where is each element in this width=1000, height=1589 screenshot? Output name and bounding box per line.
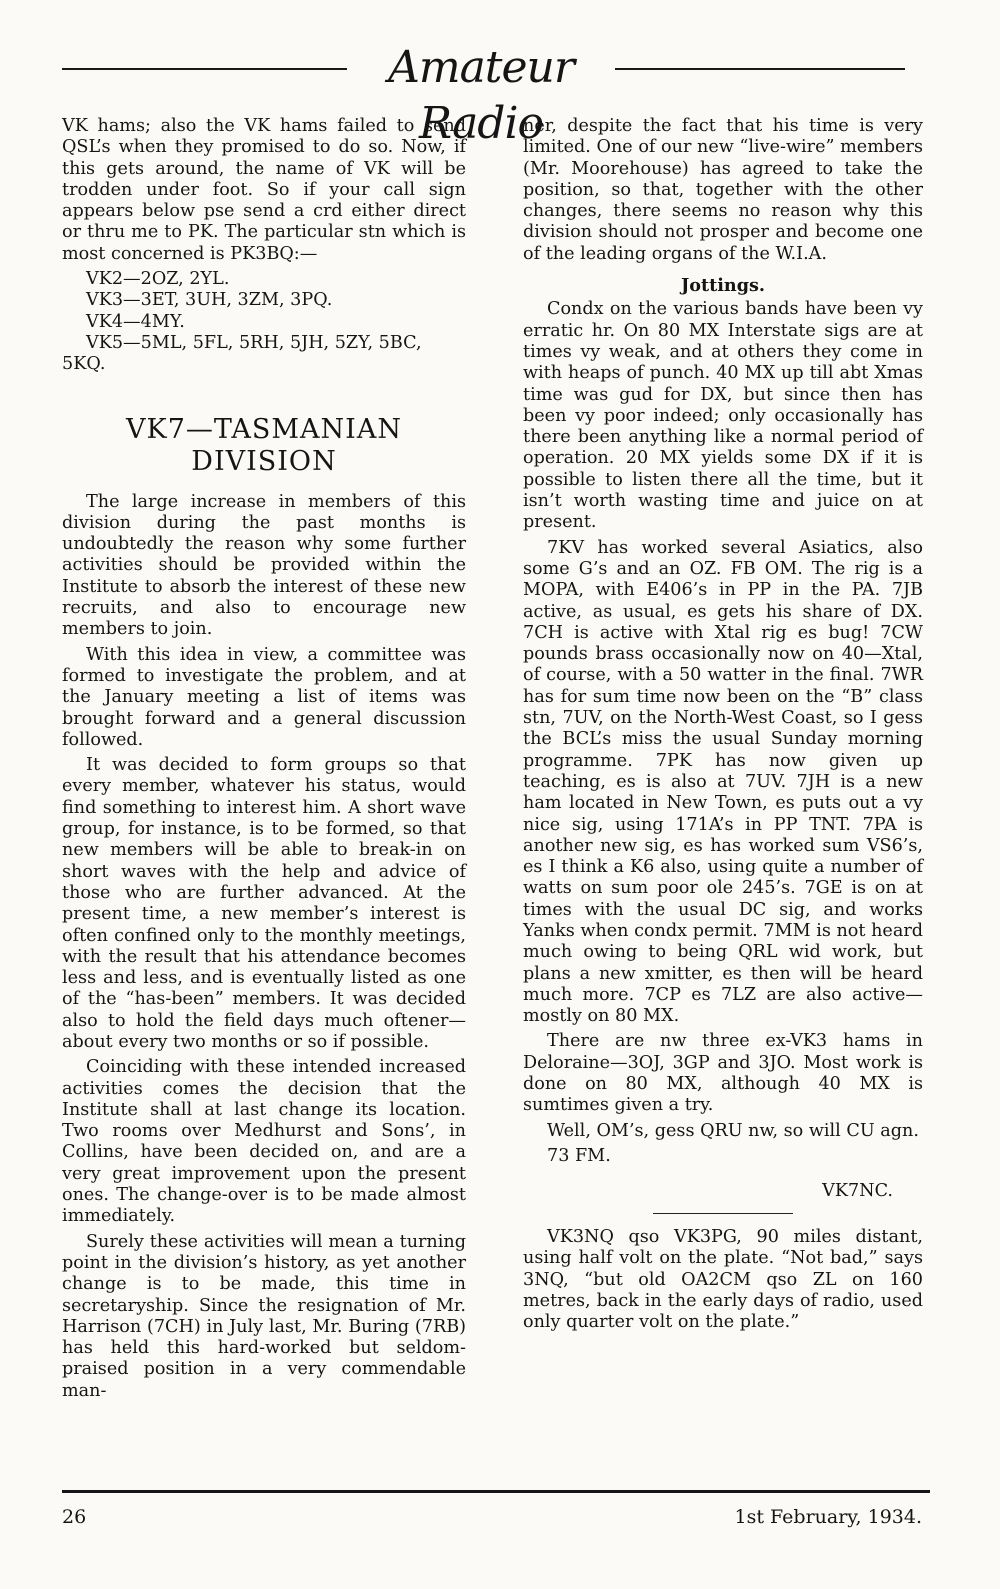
section-title [62, 414, 466, 478]
issue-date: 1st February, 1934. [734, 1506, 922, 1528]
left-column [62, 116, 466, 1406]
call-list-item: VK5—5ML, 5FL, 5RH, 5JH, 5ZY, 5BC, 5KQ. [62, 332, 422, 375]
intro-paragraph: VK hams; also the VK hams failed to send QSL’s when they promised to do so. Now, if this gets around, the name of VK will be trodden under foot. So if your call sign appears below pse send a crd either direct or thru me to PK. The particular stn which is most concerned is PK3BQ:— [62, 116, 466, 264]
article-paragraph: It was decided to form groups so that every member, whatever his status, would find something to interest him. A short wave group, for instance, is to be formed, so that new members will be able to break-in on short waves with the help and advice of those who are further advanced. At the present time, a new member’s interest is often confined only to the monthly meetings, with the result that his attendance becomes less and less, and is eventually listed as one of the “has-been” members. It was decided also to hold the field days much oftener—about every two months or so if possible. [62, 755, 466, 1052]
jottings-subheading: Jottings. [680, 275, 766, 297]
masthead-title: Amateur Radio [388, 42, 574, 149]
call-sign-list [62, 269, 466, 375]
page-number: 26 [62, 1506, 87, 1528]
article-paragraph: Coinciding with these intended increased activities comes the decision that the Institute shall at last change its location. Two rooms over Medhurst and Sons’, in Collins, have been decided on, and are a very great improvement upon the present ones. The change-over is to be made almost immediately. [62, 1057, 466, 1227]
article-paragraph: Condx on the various bands have been vy erratic hr. On 80 MX Interstate sigs are at times vy weak, and at others they come in with heaps of punch. 40 MX up till abt Xmas time was gud for DX, but since then has been vy poor indeed; only occasionally has there been anything like a normal period of operation. 20 MX yields some DX if it is possible to listen there all the time, but it isn’t worth wasting time and juice on at present. [523, 299, 923, 533]
article-paragraph: There are nw three ex-VK3 hams in Deloraine—3OJ, 3GP and 3JO. Most work is done on 80 MX, although 40 MX is sumtimes given a try. [523, 1031, 923, 1116]
article-paragraph: With this idea in view, a committee was formed to investigate the problem, and at the January meeting a list of items was brought forward and a general discussion followed. [62, 644, 466, 750]
footer-rule [62, 1490, 930, 1493]
masthead-rule-right [615, 68, 905, 70]
call-list-item: VK2—2OZ, 2YL. [86, 269, 230, 290]
article-paragraph: Surely these activities will mean a turning point in the division’s history, as yet another change is to be made, this time in secretaryship. Since the resignation of Mr. Harrison (7CH) in July last, Mr. Buring (7RB) has held this hard-worked but seldom-praised position in a very commendable man- [62, 1231, 466, 1401]
article-paragraph: The large increase in members of this division during the past months is undoubtedly the reason why some further activities should be provided within the Institute to absorb the interest of these new recruits, and also to encourage new members to join. [62, 491, 466, 640]
right-column [523, 116, 923, 1338]
separator-rule [653, 1213, 793, 1215]
call-list-item: VK4—4MY. [86, 311, 185, 332]
section-title-line2: DIVISION [191, 445, 337, 477]
article-paragraph: 73 FM. [547, 1145, 611, 1166]
continued-paragraph: ner, despite the fact that his time is very limited. One of our new “live-wire” members (Mr. Moorehouse) has agreed to take the position, so that, together with the other changes, there seems no reason why this division should not prosper and become one of the leading organs of the W.I.A. [523, 116, 923, 264]
article-paragraph: 7KV has worked several Asiatics, also some G’s and an OZ. FB OM. The rig is a MOPA, with E406’s in PP in the PA. 7JB active, as usual, es gets his share of DX. 7CH is active with Xtal rig es bug! 7CW pounds brass occasionally now on 40—Xtal, of course, with a 50 watter in the final. 7WR has for sum time now been on the “B” class stn, 7UV, on the North-West Coast, so I gess the BCL’s miss the usual Sunday morning programme. 7PK has now given up teaching, es is also at 7UV. 7JH is a new ham located in New Town, es puts out a vy nice sig, using 171A’s in PP TNT. 7PA is another new sig, es has worked sum VS6’s, es I think a K6 also, using quite a number of watts on sum poor ole 245’s. 7GE is on at times with the usual DC sig, and works Yanks when condx permit. 7MM is not heard much owing to being QRL wid work, but plans a new xmitter, es then will be heard much more. 7CP es 7LZ are also active—mostly on 80 MX. [523, 537, 923, 1027]
masthead [62, 40, 905, 149]
author-signature: VK7NC. [822, 1181, 893, 1202]
article-paragraph: Well, OM’s, gess QRU nw, so will CU agn. [547, 1120, 919, 1141]
call-list-item: VK3—3ET, 3UH, 3ZM, 3PQ. [86, 290, 333, 311]
section-title-line1: VK7—TASMANIAN [126, 413, 402, 445]
masthead-rule-left [62, 68, 347, 70]
news-note: VK3NQ qso VK3PG, 90 miles distant, using half volt on the plate. “Not bad,” says 3NQ, “but old OA2CM qso ZL on 160 metres, back in the early days of radio, used only quarter volt on the plate.” [523, 1227, 923, 1333]
